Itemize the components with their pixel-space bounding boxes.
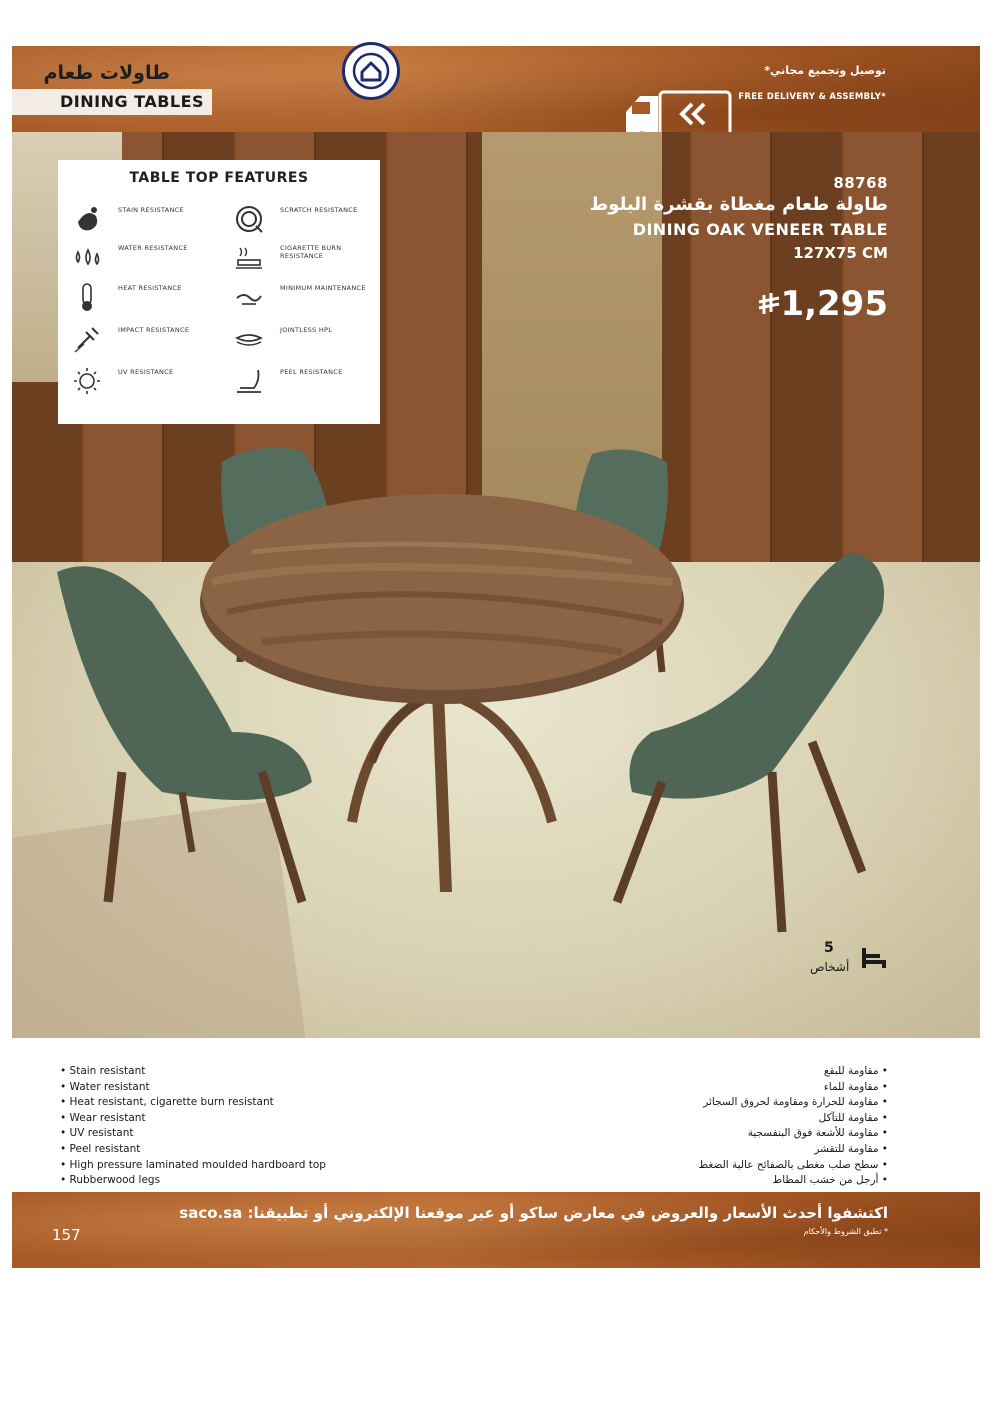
seats-label-ar: أشخاص: [810, 960, 850, 974]
footer-promo-text: اكتشفوا أحدث الأسعار والعروض في معارض ساكو أو عبر موقعنا الإلكتروني أو تطبيقنا: saco.sa: [179, 1204, 888, 1222]
feature-cigarette: [226, 240, 376, 276]
footer-terms-note: * تطبق الشروط والأحكام: [803, 1227, 888, 1236]
list-item: • مقاومة للبقع: [698, 1064, 888, 1080]
stain-icon: [72, 204, 102, 234]
feature-heat: [64, 280, 214, 316]
home-icon: [342, 42, 400, 100]
category-label: [12, 46, 208, 144]
impact-icon: [72, 324, 102, 354]
product-title-ar: طاولة طعام مغطاة بقشرة البلوط: [589, 194, 888, 215]
feature-stain: [64, 202, 214, 238]
product-title-en: DINING OAK VENEER TABLE: [632, 220, 888, 239]
feature-label: CIGARETTE BURN RESISTANCE: [280, 244, 342, 260]
list-item: • مقاومة للماء: [698, 1080, 888, 1096]
features-title: TABLE TOP FEATURES: [129, 170, 309, 186]
feature-peel: [226, 364, 376, 400]
feature-jointless: [226, 322, 376, 358]
currency-icon: [756, 292, 782, 324]
scratch-icon: [234, 204, 264, 234]
table-top: [200, 494, 684, 704]
table-top-features-card: [58, 160, 380, 424]
feature-label: HEAT RESISTANCE: [118, 284, 182, 292]
feature-maintenance: [226, 280, 376, 316]
category-title-ar: طاولات طعام: [43, 62, 170, 84]
list-item: • مقاومة للتآكل: [698, 1111, 888, 1127]
delivery-label-en: FREE DELIVERY & ASSEMBLY*: [738, 92, 886, 102]
list-item: • مقاومة للتقشر: [698, 1142, 888, 1158]
feature-label: UV RESISTANCE: [118, 368, 174, 376]
cigarette-icon: [234, 242, 264, 272]
list-item: • Rubberwood legs: [60, 1173, 326, 1189]
feature-label: PEEL RESISTANCE: [280, 368, 343, 376]
list-item: • Heat resistant, cigarette burn resistant: [60, 1095, 326, 1111]
heat-icon: [72, 282, 102, 312]
catalog-page: [12, 12, 980, 1268]
header-banner: [12, 46, 980, 144]
uv-icon: [72, 366, 102, 396]
product-price: 1,295: [780, 284, 888, 324]
list-item: • مقاومة للحرارة ومقاومة لحروق السجائر: [698, 1095, 888, 1111]
feature-label: SCRATCH RESISTANCE: [280, 206, 358, 214]
feature-label: MINIMUM MAINTENANCE: [280, 284, 366, 292]
product-sku: 88768: [833, 174, 888, 192]
delivery-label-ar: توصيل وتجميع مجاني*: [764, 64, 886, 77]
list-item: • Peel resistant: [60, 1142, 326, 1158]
chair-icon: [858, 944, 890, 980]
page-number: 157: [52, 1226, 81, 1244]
feature-water: [64, 240, 214, 276]
feature-label: WATER RESISTANCE: [118, 244, 188, 252]
table-base: [352, 692, 552, 892]
list-item: • سطح صلب مغطى بالصفائح عالية الضغط: [698, 1158, 888, 1174]
feature-label: JOINTLESS HPL: [280, 326, 333, 334]
maintenance-icon: [234, 282, 264, 312]
list-item: • Water resistant: [60, 1080, 326, 1096]
feature-scratch: [226, 202, 376, 238]
feature-label: STAIN RESISTANCE: [118, 206, 184, 214]
jointless-icon: [234, 324, 264, 354]
product-size: 127X75 CM: [793, 244, 888, 262]
feature-uv: [64, 364, 214, 400]
category-title-bar: [12, 89, 212, 115]
list-item: • مقاومة للأشعة فوق البنفسجية: [698, 1126, 888, 1142]
feature-impact: [64, 322, 214, 358]
category-title-en: DINING TABLES: [60, 92, 205, 111]
feature-label: IMPACT RESISTANCE: [118, 326, 190, 334]
features-list-en: [60, 1064, 326, 1189]
water-icon: [72, 242, 102, 272]
list-item: • High pressure laminated moulded hardboard top: [60, 1158, 326, 1174]
seats-count: 5: [824, 940, 834, 956]
list-item: • أرجل من خشب المطاط: [698, 1173, 888, 1189]
features-list-ar: [698, 1064, 888, 1189]
list-item: • UV resistant: [60, 1126, 326, 1142]
list-item: • Wear resistant: [60, 1111, 326, 1127]
footer-banner: [12, 1192, 980, 1268]
list-item: • Stain resistant: [60, 1064, 326, 1080]
peel-icon: [234, 366, 264, 396]
